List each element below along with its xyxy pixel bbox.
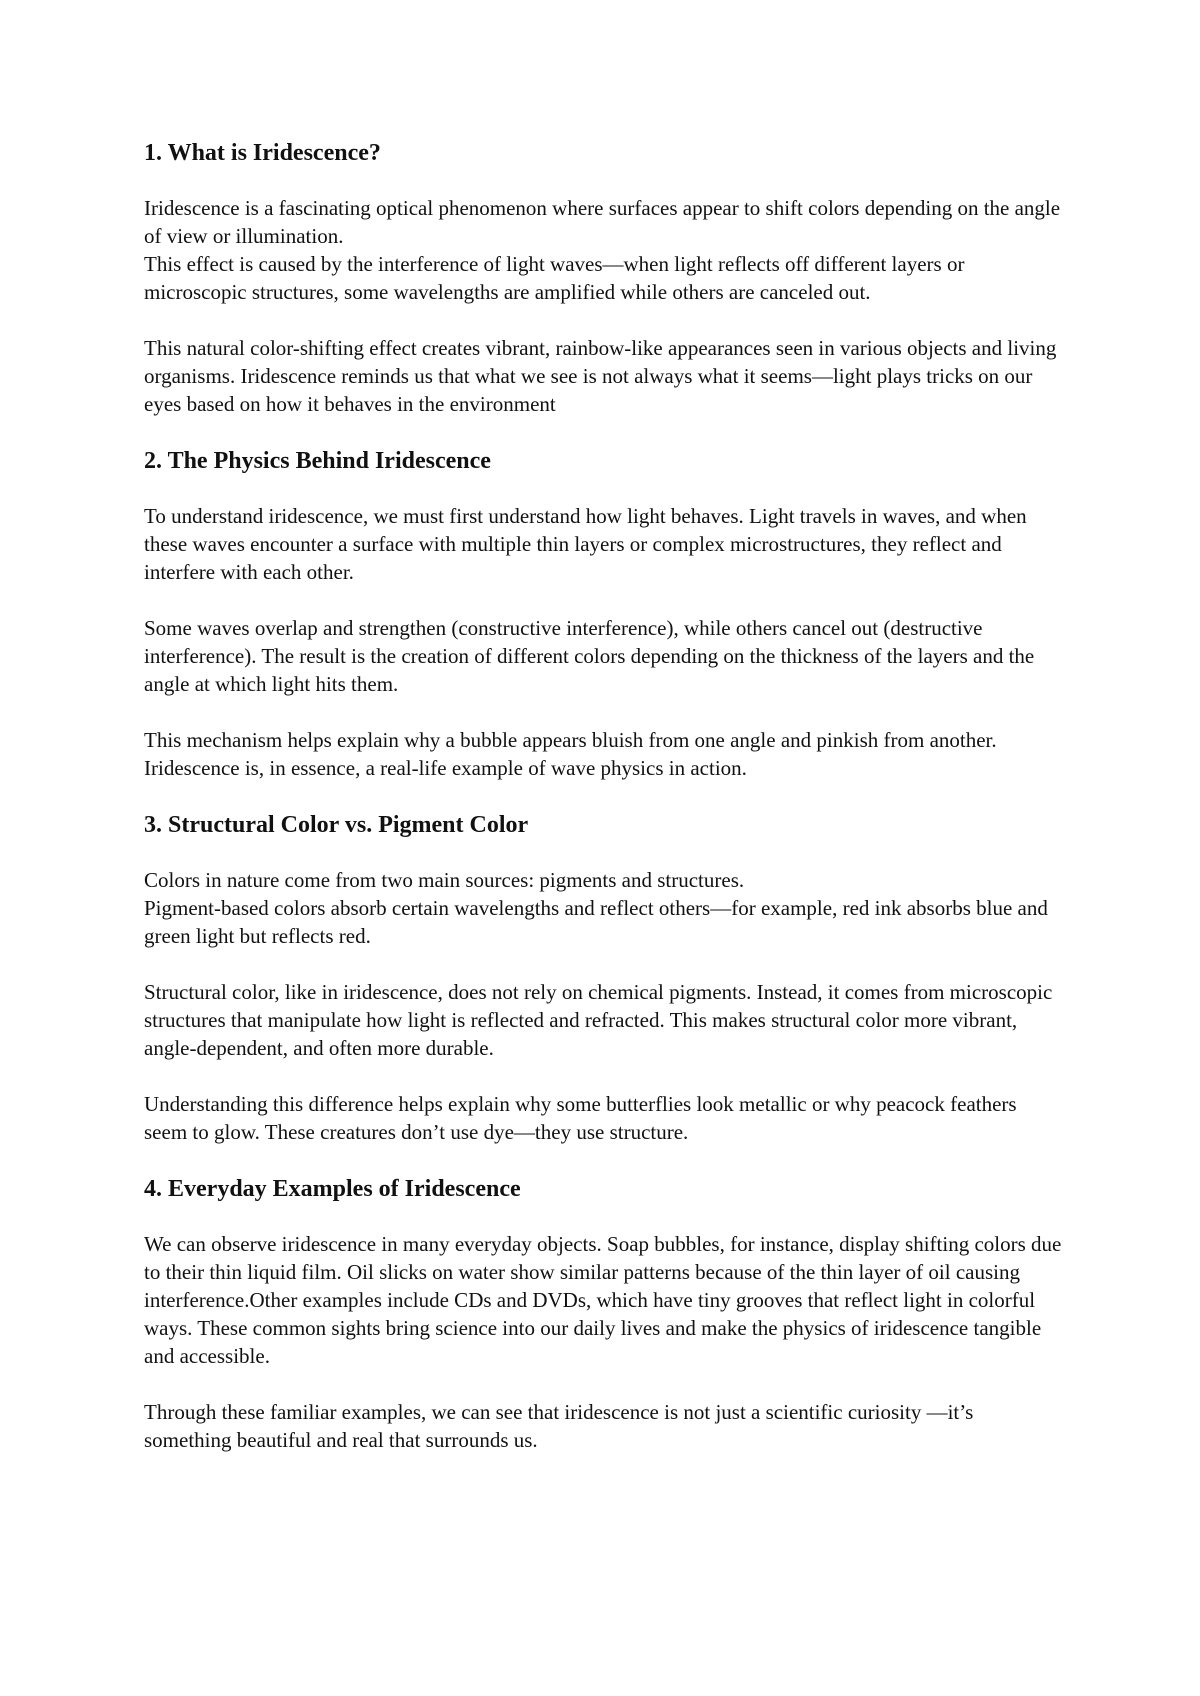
paragraph — [144, 1090, 1064, 1146]
paragraph — [144, 1398, 1064, 1454]
section-everyday-examples — [144, 1174, 1064, 1454]
section-heading: 4. Everyday Examples of Iridescence — [144, 1176, 521, 1202]
paragraph-line: Pigment-based colors absorb certain wavelengths and reflect others—for example, red ink absorbs blue and green light but reflects red. — [144, 896, 1048, 948]
paragraph — [144, 194, 1064, 306]
paragraph-line: Iridescence is a fascinating optical phenomenon where surfaces appear to shift colors depending on the angle of view or illumination. — [144, 196, 1061, 248]
paragraph — [144, 978, 1064, 1062]
paragraph-line: We can observe iridescence in many everyday objects. Soap bubbles, for instance, display shifting colors due to their thin liquid film. Oil slicks on water show similar patterns because of the thin layer of oil causing interference.Other examples include CDs and DVDs, which have tiny grooves that reflect light in colorful ways. These common sights bring science into our daily lives and make the physics of iridescence tangible and accessible. — [144, 1232, 1062, 1368]
paragraph-line: This effect is caused by the interference of light waves—when light reflects off different layers or microscopic structures, some wavelengths are amplified while others are canceled out. — [144, 252, 965, 304]
section-heading: 3. Structural Color vs. Pigment Color — [144, 812, 529, 838]
paragraph — [144, 502, 1064, 586]
section-structural-vs-pigment-color — [144, 810, 1064, 1146]
section-heading: 2. The Physics Behind Iridescence — [144, 448, 491, 474]
section-heading: 1. What is Iridescence? — [144, 140, 381, 166]
paragraph-line: This mechanism helps explain why a bubble appears bluish from one angle and pinkish from another. Iridescence is, in essence, a real-life example of wave physics in action. — [144, 728, 997, 780]
section-what-is-iridescence — [144, 138, 1064, 418]
paragraph-line: Understanding this difference helps explain why some butterflies look metallic or why peacock feathers seem to glow. These creatures don’t use dye—they use structure. — [144, 1092, 1017, 1144]
paragraph-line: Through these familiar examples, we can see that iridescence is not just a scientific curiosity —it’s something beautiful and real that surrounds us. — [144, 1400, 974, 1452]
paragraph — [144, 1230, 1064, 1370]
section-physics-behind-iridescence — [144, 446, 1064, 782]
paragraph-line: This natural color-shifting effect creates vibrant, rainbow-like appearances seen in various objects and living organisms. Iridescence reminds us that what we see is not always what it seems—light plays tricks on our eyes based on how it behaves in the environment — [144, 336, 1057, 416]
paragraph — [144, 866, 1064, 950]
paragraph-line: Structural color, like in iridescence, does not rely on chemical pigments. Instead, it comes from microscopic structures that manipulate how light is reflected and refracted. This makes structural color more vibrant, angle-dependent, and often more durable. — [144, 980, 1053, 1060]
paragraph-line: Some waves overlap and strengthen (constructive interference), while others cancel out (destructive interference). The result is the creation of different colors depending on the thickness of the layers and the angle at which light hits them. — [144, 616, 1035, 696]
paragraph-line: To understand iridescence, we must first understand how light behaves. Light travels in waves, and when these waves encounter a surface with multiple thin layers or complex microstructures, they reflect and interfere with each other. — [144, 504, 1027, 584]
paragraph — [144, 614, 1064, 698]
paragraph-line: Colors in nature come from two main sources: pigments and structures. — [144, 868, 745, 892]
paragraph — [144, 726, 1064, 782]
paragraph — [144, 334, 1064, 418]
